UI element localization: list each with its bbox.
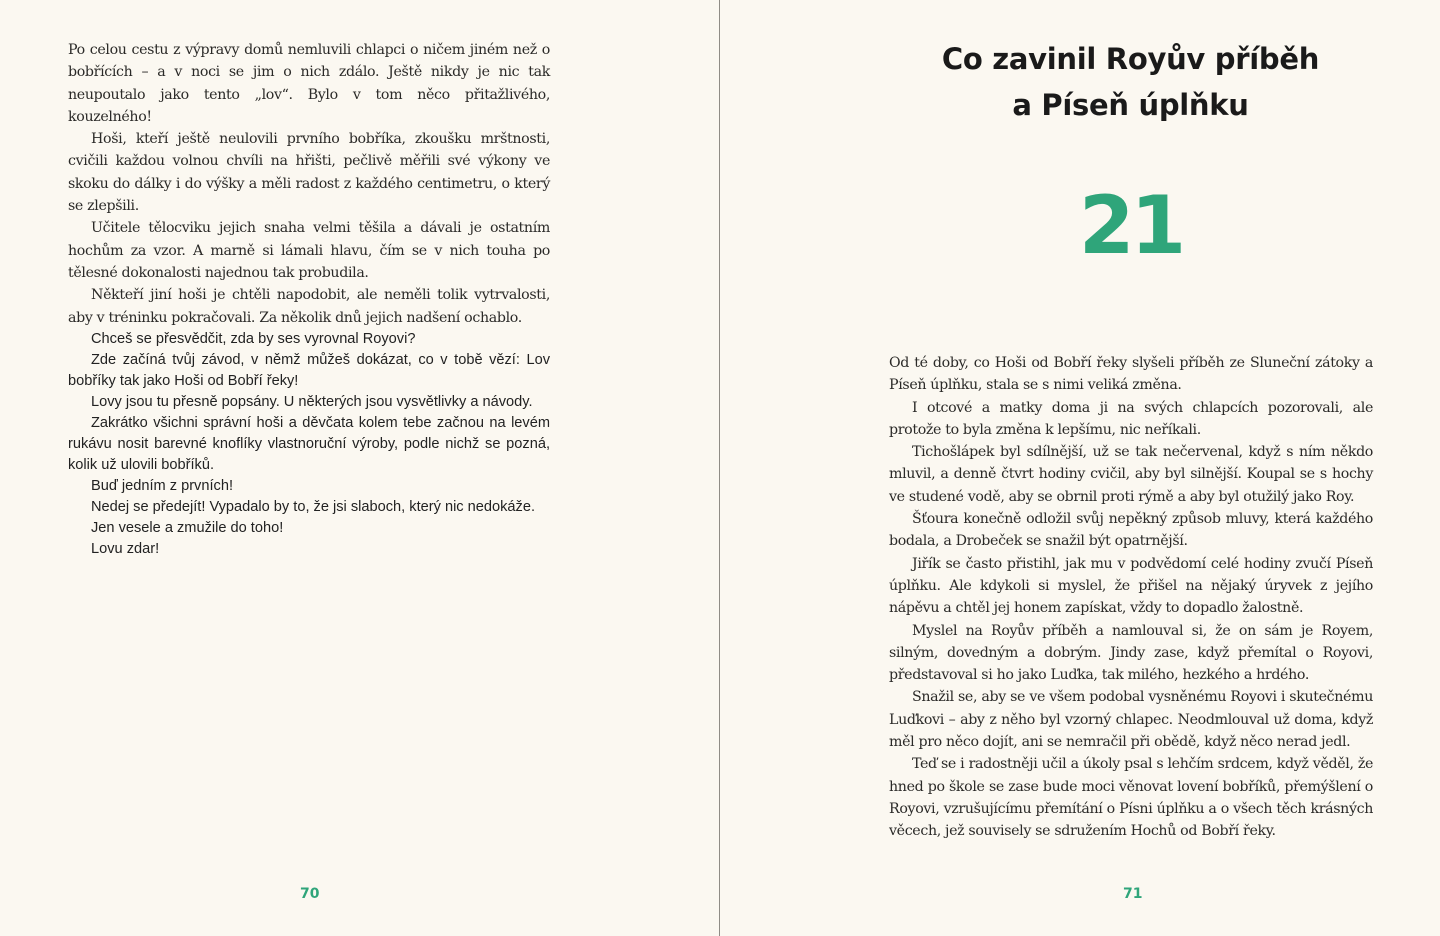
- page-number: 70: [300, 886, 320, 902]
- paragraph: Lovy jsou tu přesně popsány. U některých jsou vysvětlivky a návody.: [91, 394, 533, 410]
- paragraph: Snažil se, aby se ve všem podobal vysněnému Royovi i skutečnému Luďkovi – aby z něho byl vzorný chlapec. Neodmlouval už doma, když měl pro něco dojít, ani se nemračil při obědě, když něco nerad jedl.: [889, 689, 1373, 751]
- paragraph: Lovu zdar!: [91, 541, 160, 557]
- paragraph: I otcové a matky doma ji na svých chlapcích pozorovali, ale protože to byla změna k lepšímu, nic neříkali.: [889, 399, 1373, 438]
- chapter-title-line: Co zavinil Royův příběh: [941, 42, 1320, 76]
- paragraph: Teď se i radostněji učil a úkoly psal s lehčím srdcem, když věděl, že hned po škole se zase bude moci věnovat lovení bobříků, přemýšlení o Royovi, vzrušujícímu přemítání o Písni úplňku a o všech těch krásných věcech, jež souvisely se sdružením Hochů od Bobří řeky.: [889, 756, 1373, 840]
- page-gutter: [719, 0, 720, 936]
- paragraph: Myslel na Royův příběh a namlouval si, že on sám je Royem, silným, dovedným a dobrým. Jindy zase, když přemítal o Royovi, představoval si ho jako Luďka, tak milého, hezkého a hrdého.: [889, 622, 1373, 684]
- paragraph: Jiřík se často přistihl, jak mu v podvědomí celé hodiny zvučí Píseň úplňku. Ale kdykoli si myslel, že přišel na nějaký úryvek z jejího nápěvu a chtěl jej honem zapískat, vždy to dopadlo žalostně.: [889, 555, 1373, 617]
- page-number: 71: [1123, 886, 1143, 902]
- right-body-text: [889, 352, 1373, 843]
- paragraph: Od té doby, co Hoši od Bobří řeky slyšeli příběh ze Sluneční zátoky a Píseň úplňku, stala se s nimi veliká změna.: [889, 355, 1373, 394]
- paragraph: Hoši, kteří ještě neulovili prvního bobříka, zkoušku mrštnosti, cvičili každou volnou chvíli na hřišti, pečlivě měřili své výkony ve skoku do dálky i do výšky a měli radost z každého centimetru, o který se zlepšili.: [68, 131, 550, 215]
- paragraph: Nedej se předejít! Vypadalo by to, že jsi slaboch, který nic nedokáže.: [91, 499, 536, 515]
- paragraph: Tichošlápek byl sdílnější, už se tak nečervenal, když s ním někdo mluvil, a denně čtvrt hodiny cvičil, aby byl silnější. Koupal se s hochy ve studené vodě, aby se obrnil proti rýmě a aby byl otužilý jako Roy.: [889, 444, 1373, 505]
- left-serif-text: [68, 39, 550, 329]
- chapter-number: 21: [1078, 179, 1183, 272]
- chapter-title-line: a Píseň úplňku: [1012, 88, 1249, 122]
- paragraph: Někteří jiní hoši je chtěli napodobit, ale neměli tolik vytrvalosti, aby v tréninku pokračovali. Za několik dnů jejich nadšení ochablo.: [68, 287, 550, 326]
- left-sans-text: [68, 329, 550, 560]
- paragraph: Šťoura konečně odložil svůj nepěkný způsob mluvy, která každého bodala, a Drobeček se snažil být opatrnější.: [889, 511, 1373, 550]
- paragraph: Jen vesele a zmužile do toho!: [91, 520, 284, 536]
- paragraph: Po celou cestu z výpravy domů nemluvili chlapci o ničem jiném než o bobřících – a v noci se jim o nich zdálo. Ještě nikdy je nic tak neupoutalo jako tento „lov“. Bylo v tom něco přitažlivého, kouzelného!: [68, 42, 550, 125]
- paragraph: Zakrátko všichni správní hoši a děvčata kolem tebe začnou na levém rukávu nosit barevné knoflíky vlastnoruční výroby, podle nichž se pozná, kolik už ulovili bobříků.: [68, 415, 550, 473]
- paragraph: Chceš se přesvědčit, zda by ses vyrovnal Royovi?: [91, 331, 416, 347]
- right-page: [721, 0, 1440, 936]
- paragraph: Buď jedním z prvních!: [91, 478, 233, 494]
- chapter-title: [721, 36, 1440, 128]
- left-page: [0, 0, 719, 936]
- paragraph: Zde začíná tvůj závod, v němž můžeš dokázat, co v tobě vězí: Lov bobříky tak jako Hoši od Bobří řeky!: [68, 352, 550, 389]
- paragraph: Učitele tělocviku jejich snaha velmi těšila a dávali je ostatním hochům za vzor. A marně si lámali hlavu, čím se v nich touha po tělesné dokonalosti najednou tak probudila.: [68, 220, 550, 281]
